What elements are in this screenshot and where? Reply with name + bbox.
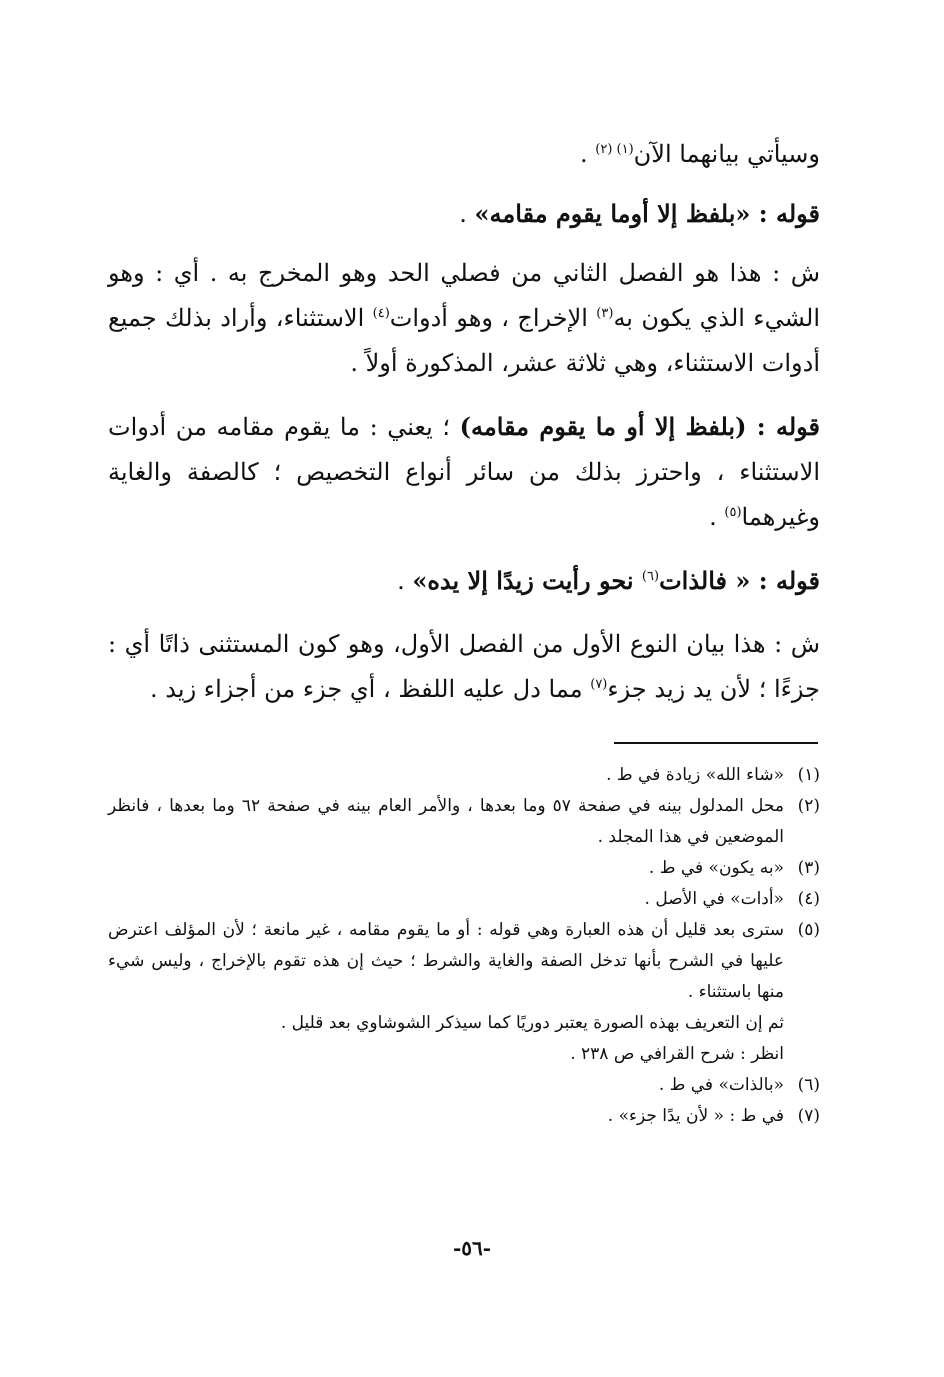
footnote-5 (108, 915, 820, 1070)
footnote-6 (108, 1070, 820, 1101)
footnote-ref-1-2[interactable]: (١) (٢) (595, 142, 634, 157)
paragraph-3 (108, 251, 820, 386)
footnote-text: «شاء الله» زيادة في ط . (606, 765, 784, 785)
footnote-text: «به يكون» في ط . (648, 858, 784, 878)
footnote-text: محل المدلول بينه في صفحة ٥٧ وما بعدها ، والأمر العام بينه في صفحة ٦٢ وما بعدها ، فانظر الموضعين في هذا المجلد . (108, 796, 784, 847)
footnote-ref-5[interactable]: (٥) (724, 505, 742, 520)
footnote-text: سترى بعد قليل أن هذه العبارة وهي قوله : أو ما يقوم مقامه ، غير مانعة ؛ لأن المؤلف اعترض عليها في الشرح بأنها تدخل الصفة والغاية والشرط ؛ حيث إن هذه تقوم بالإخراج ، وليس شيء منها باستثناء . (108, 920, 784, 1002)
paragraph-3-text-c: الاستثناء، وأراد بذلك جميع أدوات الاستثناء، وهي ثلاثة عشر، المذكورة أولاً . (108, 304, 820, 377)
footnote-number: (٢) (797, 796, 820, 816)
footnote-4 (108, 884, 820, 915)
footnote-text: انظر : شرح القرافي ص ٢٣٨ . (570, 1044, 784, 1064)
main-text (108, 132, 820, 730)
paragraph-1-text: وسيأتي بيانهما الآن (633, 140, 820, 168)
paragraph-5-quote-b: نحو رأيت زيدًا إلا يده» (412, 566, 642, 595)
paragraph-4-quote: (بلفظ إلا أو ما يقوم مقامه) (459, 412, 747, 441)
footnote-number: (٦) (797, 1075, 820, 1095)
paragraph-5-quote-a: « فالذات (659, 566, 751, 595)
footnote-ref-3[interactable]: (٣) (596, 306, 614, 321)
footnote-1 (108, 760, 820, 791)
paragraph-5-tail: . (397, 567, 413, 595)
paragraph-5 (108, 558, 820, 604)
page-number: -٥٦- (452, 1236, 492, 1260)
paragraph-2-quote: «بلفظ إلا أوما يقوم مقامه» (474, 199, 751, 228)
paragraph-2-tail: . (459, 200, 475, 228)
footnote-text: «أدات» في الأصل . (644, 889, 784, 909)
footnote-number: (٣) (797, 858, 820, 878)
paragraph-6-text-a: ش : هذا بيان النوع الأول من الفصل الأول، وهو كون المستثنى ذاتًا أي : جزءًا ؛ لأن يد زيد جزء (108, 630, 820, 703)
paragraph-6-text-b: مما دل عليه اللفظ ، أي جزء من أجزاء زيد . (150, 675, 591, 703)
paragraph-2 (108, 191, 820, 237)
footnote-number: (٧) (797, 1106, 820, 1126)
footnote-text: «بالذات» في ط . (658, 1075, 784, 1095)
paragraph-4 (108, 404, 820, 540)
footnote-ref-6[interactable]: (٦) (641, 569, 660, 584)
paragraph-6 (108, 622, 820, 712)
paragraph-3-text-a: ش : هذا هو الفصل الثاني من فصلي الحد وهو المخرج به . أي : وهو الشيء الذي يكون به (108, 259, 820, 332)
footnote-2 (108, 791, 820, 853)
paragraph-2-label: قوله : (750, 199, 820, 228)
footnote-ref-4[interactable]: (٤) (372, 306, 390, 321)
paragraph-1 (108, 132, 820, 177)
footnote-3 (108, 853, 820, 884)
paragraph-4-text: ؛ يعني : ما يقوم مقامه من أدوات الاستثناء ، واحترز بذلك من سائر أنواع التخصيص ؛ كالصفة والغاية وغيرهما (108, 413, 820, 531)
paragraph-5-label: قوله : (750, 566, 820, 595)
footnote-number: (٥) (797, 920, 820, 940)
paragraph-4-tail: . (709, 503, 725, 531)
footnote-text: في ط : « لأن يدًا جزء» . (607, 1106, 784, 1126)
paragraph-1-tail: . (579, 140, 596, 168)
footnote-ref-7[interactable]: (٧) (590, 677, 608, 692)
paragraph-4-label: قوله : (746, 412, 821, 441)
footnote-7 (108, 1101, 820, 1132)
paragraph-3-text-b: الإخراج ، وهو أدوات (389, 304, 597, 332)
footnotes (108, 760, 820, 1132)
footnote-number: (٤) (797, 889, 820, 909)
footnote-number: (١) (797, 765, 820, 785)
footnote-text: ثم إن التعريف بهذه الصورة يعتبر دوريًا كما سيذكر الشوشاوي بعد قليل . (280, 1013, 784, 1033)
footnote-divider (614, 742, 818, 744)
